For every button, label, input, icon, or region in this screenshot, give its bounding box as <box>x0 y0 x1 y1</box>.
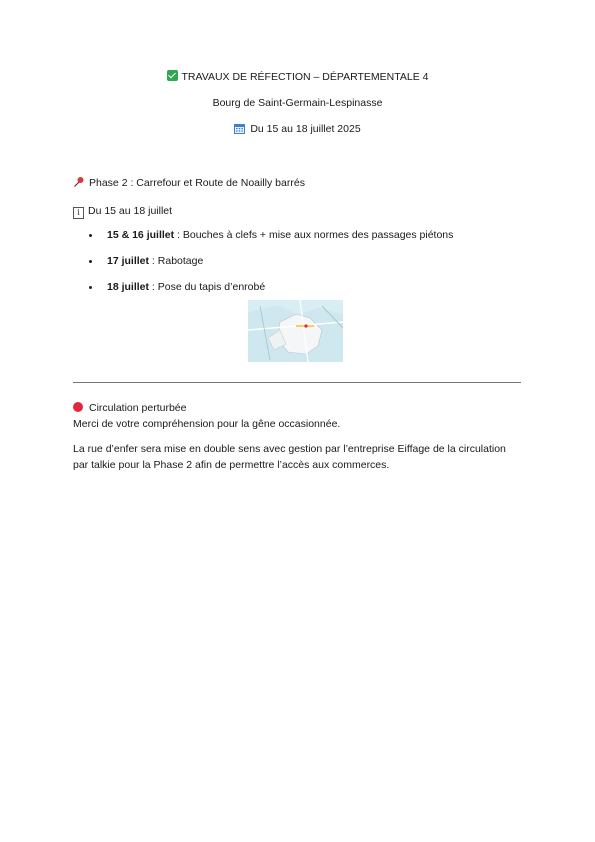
check-mark-icon <box>167 70 178 81</box>
traffic-note-line-1: La rue d’enfer sera mise en double sens avec gestion par l’entreprise Eiffage de la circulation <box>73 443 506 455</box>
thanks-paragraph: Merci de votre compréhension pour la gêne occasionnée. <box>73 418 341 430</box>
phase-date-range <box>73 204 172 219</box>
traffic-heading <box>73 401 186 415</box>
information-icon: i <box>73 207 84 219</box>
title-text: TRAVAUX DE RÉFECTION – DÉPARTEMENTALE 4 <box>181 71 429 83</box>
map-thumbnail <box>248 300 343 362</box>
traffic-note-line-2: par talkie pour la Phase 2 afin de permettre l’accès aux commerces. <box>73 459 390 471</box>
list-item <box>89 254 453 280</box>
phase-range-text: Du 15 au 18 juillet <box>88 205 173 217</box>
red-circle-icon <box>73 402 83 412</box>
phase-heading-text: Phase 2 : Carrefour et Route de Noailly barrés <box>89 177 305 189</box>
task-date: 17 juillet <box>107 255 150 267</box>
document-title <box>0 70 595 84</box>
task-description: : Pose du tapis d’enrobé <box>149 281 266 293</box>
calendar-icon <box>234 123 245 134</box>
phase-heading <box>73 176 305 190</box>
traffic-heading-text: Circulation perturbée <box>89 402 187 414</box>
dates-text: Du 15 au 18 juillet 2025 <box>250 123 361 135</box>
task-description: : Rabotage <box>149 255 204 267</box>
pushpin-icon <box>73 176 85 188</box>
task-date: 15 & 16 juillet <box>107 229 175 241</box>
section-divider <box>73 382 521 383</box>
task-description: : Bouches à clefs + mise aux normes des passages piétons <box>174 229 454 241</box>
date-range <box>0 122 595 136</box>
list-item <box>89 228 453 254</box>
task-list <box>89 228 453 306</box>
task-date: 18 juillet <box>107 281 150 293</box>
location-subtitle: Bourg de Saint-Germain-Lespinasse <box>212 97 383 109</box>
